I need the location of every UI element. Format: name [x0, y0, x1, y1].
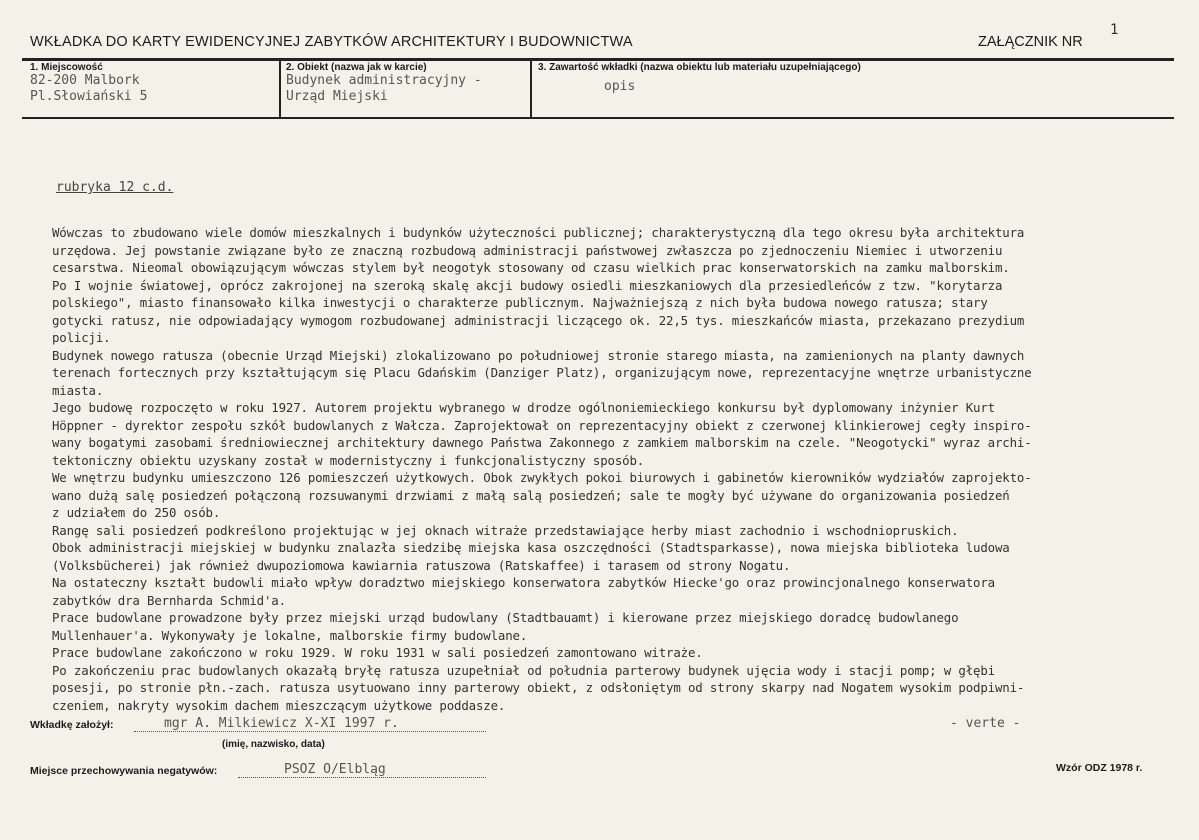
form-model: Wzór ODZ 1978 r.: [1056, 762, 1143, 774]
body-line: (Volksbücherei) jak również dwupoziomowa kawiarnia ratuszowa (Ratskaffee) i tarasem od strony Nogatu.: [52, 557, 791, 573]
body-line: z udziałem do 250 osób.: [52, 505, 221, 520]
field-contents: [538, 62, 1168, 95]
body-line: Jego budowę rozpoczęto w roku 1927. Autorem projektu wybranego w drodze ogólnoniemieckiego konkursu był dyplomowany inżynier Kurt: [52, 400, 995, 415]
body-line: We wnętrzu budynku umieszczono 126 pomieszczeń użytkowych. Obok zwykłych pokoi biurowych i gabinetów kierowników wydziałów zaprojekto-: [52, 470, 1032, 485]
field-object-line-2: Urząd Miejski: [286, 89, 388, 104]
field-contents-label: 3. Zawartość wkładki (nazwa obiektu lub materiału uzupełniającego): [538, 62, 861, 73]
body-line: urzędowa. Jej powstanie związane było ze znaczną rozbudową administracji państwowej zwłaszcza po zjednoczeniu Niemiec i utworzeniu: [52, 242, 1003, 258]
body-line: zabytków dra Bernharda Schmid'a.: [52, 592, 286, 608]
body-line: Po I wojnie światowej, oprócz zakrojonej na szeroką skalę akcji budowy osiedli mieszkaniowych dla przesiedleńców z tzw. "korytarza: [52, 277, 1003, 293]
body-line: posesji, po stronie płn.-zach. ratusza usytuowano inny parterowy obiekt, z odsłoniętym od strony skarpy nad Nogatem wysokim podpiwni-: [52, 680, 1025, 695]
body-text: [52, 224, 1152, 714]
body-line: terenach fortecznych przy kształtującym się Placu Gdańskim (Danziger Platz), organizującym nowe, reprezentacyjne wnętrze urbanistyczne: [52, 365, 1032, 380]
body-line: Rangę sali posiedzeń podkreślono projektując w jej oknach witraże przedstawiające herby miast zachodnio i wschodniopruskich.: [52, 522, 959, 538]
body-line: Wówczas to zbudowano wiele domów mieszkalnych i budynków użyteczności publicznej; charakterystyczną dla tego okresu była architektura: [52, 225, 1025, 240]
body-line: Po zakończeniu prac budowlanych okazałą bryłę ratusza uzupełniał od południa parterowy budynek ujęcia wody i stacji pomp; w głębi: [52, 662, 995, 678]
section-heading: rubryka 12 c.d.: [56, 180, 174, 195]
body-line: Höppner - dyrektor zespołu szkół budowlanych z Wałcza. Zaprojektował on reprezentacyjny obiekt z czerwonej klinkierowej cegły inspiro-: [52, 417, 1032, 433]
body-line: Budynek nowego ratusza (obecnie Urząd Miejski) zlokalizowano po południowej stronie starego miasta, na zamienionych na planty dawnych: [52, 347, 1025, 363]
body-line: polskiego", miasto finansowało kilka inwestycji o charakterze publicznym. Najważniejszą z nich była budowa nowego ratusza; stary: [52, 295, 988, 310]
annex-label: ZAŁĄCZNIK NR: [978, 34, 1083, 50]
body-line: Prace budowlane zakończono w roku 1929. W roku 1931 w sali posiedzeń zamontowano witraże.: [52, 645, 703, 660]
body-line: miasta.: [52, 382, 104, 398]
page-number: 1: [1110, 22, 1119, 38]
body-line: czeniem, nakryty wysokim dachem mieszczącym użytkowe poddasze.: [52, 697, 506, 713]
negatives-label: Miejsce przechowywania negatywów:: [30, 765, 218, 777]
field-locality: [30, 62, 275, 105]
field-divider-2: [530, 59, 532, 118]
field-object-line-1: Budynek administracyjny -: [286, 73, 482, 88]
prepared-by-hint: (imię, nazwisko, data): [222, 739, 325, 750]
body-line: Prace budowlane prowadzone były przez miejski urząd budowlany (Stadtbauamt) i kierowane przez miejskiego doradcę budowlanego: [52, 610, 959, 625]
body-line: policji.: [52, 330, 111, 345]
field-object: [286, 62, 526, 105]
field-locality-line-2: Pl.Słowiański 5: [30, 89, 148, 104]
form-title: WKŁADKA DO KARTY EWIDENCYJNEJ ZABYTKÓW ARCHITEKTURY I BUDOWNICTWA: [30, 34, 633, 50]
field-divider-1: [279, 59, 281, 118]
body-line: tektoniczny obiektu uzyskany został w modernistyczny i funkcjonalistyczny sposób.: [52, 452, 645, 468]
negatives-value: PSOZ O/Elbląg: [238, 762, 486, 778]
body-line: Obok administracji miejskiej w budynku znalazła siedzibę miejska kasa oszczędności (Stadtsparkasse), nowa miejska biblioteka ludowa: [52, 540, 1010, 555]
header-bottom-rule: [22, 117, 1174, 119]
prepared-by-label: Wkładkę założył:: [30, 719, 114, 731]
verte-note: - verte -: [950, 716, 1021, 731]
field-locality-label: 1. Miejscowość: [30, 62, 103, 73]
body-line: Na ostateczny kształt budowli miało wpływ doradztwo miejskiego konserwatora zabytków Hiecke'go oraz prowincjonalnego konserwatora: [52, 575, 995, 590]
prepared-by-value: mgr A. Milkiewicz X-XI 1997 r.: [134, 716, 486, 732]
body-line: Mullenhauer'a. Wykonywały je lokalne, malborskie firmy budowlane.: [52, 627, 528, 643]
field-locality-line-1: 82-200 Malbork: [30, 73, 140, 88]
field-object-label: 2. Obiekt (nazwa jak w karcie): [286, 62, 427, 73]
body-line: wano dużą salę posiedzeń połączoną rozsuwanymi drzwiami z małą salą posiedzeń; sale te mogły być używane do organizowania posiedzeń: [52, 487, 1010, 503]
body-line: cesarstwa. Nieomal obowiązującym wówczas stylem był neogotyk stosowany od czasu wielkich prac konserwatorskich na zamku malborskim.: [52, 260, 1010, 275]
body-line: wany bogatymi zasobami średniowiecznej architektury dawnego Państwa Zakonnego z zamkiem malborskim na czele. "Neogotycki" wyraz archi-: [52, 435, 1032, 450]
body-line: gotycki ratusz, nie odpowiadający wymogom rozbudowanej administracji liczącego ok. 22,5 tys. mieszkańców miasta, przekazano prezydium: [52, 312, 1025, 328]
header-top-rule: [22, 58, 1174, 61]
field-contents-value: opis: [604, 79, 636, 94]
